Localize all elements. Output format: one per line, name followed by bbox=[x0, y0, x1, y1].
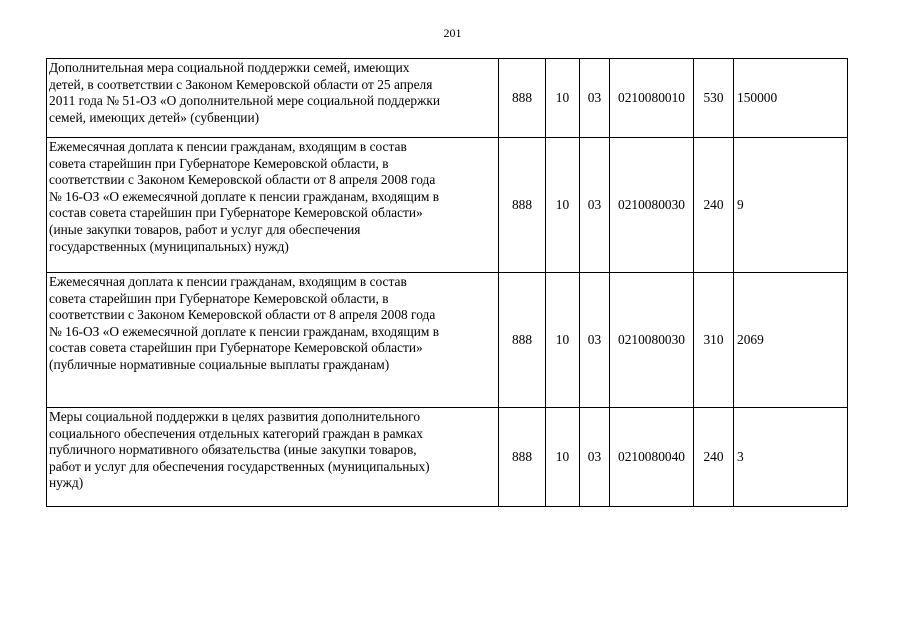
budget-table bbox=[46, 58, 848, 507]
amount: 150000 bbox=[734, 59, 848, 138]
expense-type-code: 240 bbox=[694, 138, 734, 273]
section-code: 10 bbox=[546, 59, 580, 138]
description-line: состав совета старейшин при Губернаторе Кемеровской области» bbox=[49, 340, 423, 356]
description-line: социального обеспечения отдельных категорий граждан в рамках bbox=[49, 425, 423, 441]
description-line: соответствии с Законом Кемеровской области от 8 апреля 2008 года bbox=[49, 307, 436, 323]
target-article-code: 0210080030 bbox=[610, 273, 694, 408]
ministry-code: 888 bbox=[499, 408, 546, 507]
description-line: № 16-ОЗ «О ежемесячной доплате к пенсии гражданам, входящим в bbox=[49, 188, 440, 204]
description-line: совета старейшин при Губернаторе Кемеровской области, в bbox=[49, 290, 389, 306]
row-description bbox=[47, 138, 499, 273]
target-article-code: 0210080010 bbox=[610, 59, 694, 138]
description-line: (публичные нормативные социальные выплаты гражданам) bbox=[49, 356, 390, 372]
description-line: 2011 года № 51-ОЗ «О дополнительной мере социальной поддержки bbox=[49, 93, 441, 109]
ministry-code: 888 bbox=[499, 138, 546, 273]
description-line: семей, имеющих детей» (субвенции) bbox=[49, 109, 260, 125]
table-row bbox=[47, 59, 848, 138]
section-code: 10 bbox=[546, 408, 580, 507]
description-line: Ежемесячная доплата к пенсии гражданам, входящим в состав bbox=[49, 274, 407, 289]
description-line: Ежемесячная доплата к пенсии гражданам, входящим в состав bbox=[49, 139, 407, 154]
ministry-code: 888 bbox=[499, 59, 546, 138]
table-row bbox=[47, 273, 848, 408]
description-line: Дополнительная мера социальной поддержки семей, имеющих bbox=[49, 60, 410, 75]
expense-type-code: 310 bbox=[694, 273, 734, 408]
section-code: 10 bbox=[546, 273, 580, 408]
description-line: № 16-ОЗ «О ежемесячной доплате к пенсии гражданам, входящим в bbox=[49, 323, 440, 339]
row-description bbox=[47, 273, 499, 408]
row-description bbox=[47, 59, 499, 138]
description-line: Меры социальной поддержки в целях развития дополнительного bbox=[49, 409, 421, 424]
description-line: (иные закупки товаров, работ и услуг для обеспечения bbox=[49, 221, 361, 237]
description-line: совета старейшин при Губернаторе Кемеровской области, в bbox=[49, 155, 389, 171]
description-line: соответствии с Законом Кемеровской области от 8 апреля 2008 года bbox=[49, 172, 436, 188]
subsection-code: 03 bbox=[580, 273, 610, 408]
expense-type-code: 530 bbox=[694, 59, 734, 138]
table-row bbox=[47, 138, 848, 273]
ministry-code: 888 bbox=[499, 273, 546, 408]
subsection-code: 03 bbox=[580, 138, 610, 273]
subsection-code: 03 bbox=[580, 408, 610, 507]
amount: 9 bbox=[734, 138, 848, 273]
target-article-code: 0210080040 bbox=[610, 408, 694, 507]
description-line: публичного нормативного обязательства (иные закупки товаров, bbox=[49, 442, 417, 458]
description-line: работ и услуг для обеспечения государственных (муниципальных) bbox=[49, 458, 430, 474]
subsection-code: 03 bbox=[580, 59, 610, 138]
section-code: 10 bbox=[546, 138, 580, 273]
page-number: 201 bbox=[443, 26, 462, 40]
description-line: нужд) bbox=[49, 475, 84, 491]
expense-type-code: 240 bbox=[694, 408, 734, 507]
description-line: государственных (муниципальных) нужд) bbox=[49, 238, 289, 254]
amount: 3 bbox=[734, 408, 848, 507]
target-article-code: 0210080030 bbox=[610, 138, 694, 273]
amount: 2069 bbox=[734, 273, 848, 408]
description-line: состав совета старейшин при Губернаторе Кемеровской области» bbox=[49, 205, 423, 221]
table-row bbox=[47, 408, 848, 507]
description-line: детей, в соответствии с Законом Кемеровской области от 25 апреля bbox=[49, 76, 433, 92]
row-description bbox=[47, 408, 499, 507]
